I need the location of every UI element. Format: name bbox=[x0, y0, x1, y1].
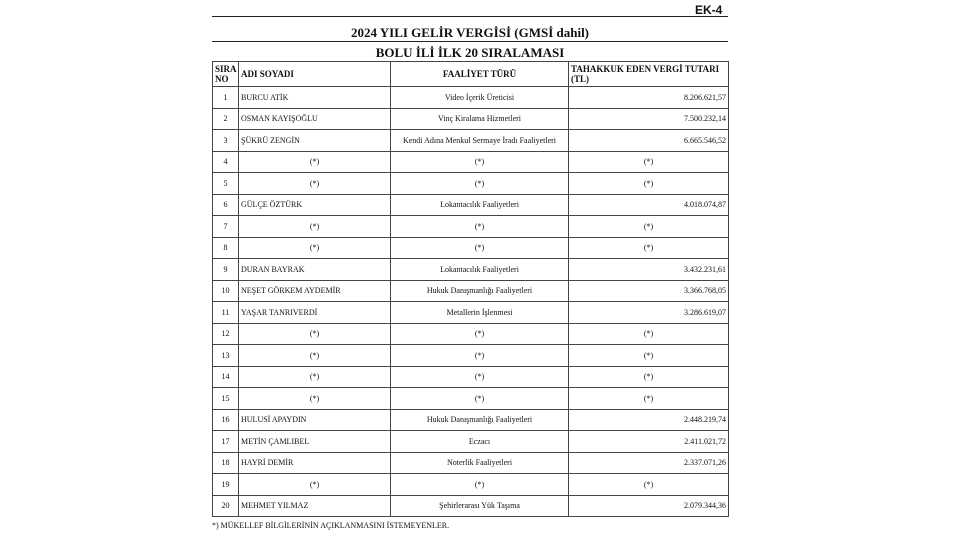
row-amount: (*) bbox=[569, 237, 729, 259]
row-amount: 3.366.768,05 bbox=[569, 280, 729, 302]
footnote: *) MÜKELLEF BİLGİLERİNİN AÇIKLANMASINI İSTEMEYENLER. bbox=[212, 521, 450, 530]
row-name: (*) bbox=[239, 173, 391, 195]
table-row bbox=[213, 173, 729, 195]
row-rank: 4 bbox=[213, 151, 239, 173]
row-activity: Şehirlerarası Yük Taşıma bbox=[391, 495, 569, 517]
row-amount: (*) bbox=[569, 474, 729, 496]
table-row bbox=[213, 366, 729, 388]
row-rank: 7 bbox=[213, 216, 239, 238]
row-amount: (*) bbox=[569, 366, 729, 388]
document-subtitle: BOLU İLİ İLK 20 SIRALAMASI bbox=[375, 45, 565, 60]
row-name: (*) bbox=[239, 216, 391, 238]
table-row bbox=[213, 130, 729, 152]
row-amount: 3.286.619,07 bbox=[569, 302, 729, 324]
row-name: GÜLÇE ÖZTÜRK bbox=[239, 194, 391, 216]
row-amount: 2.448.219,74 bbox=[569, 409, 729, 431]
row-rank: 3 bbox=[213, 130, 239, 152]
row-activity: (*) bbox=[391, 474, 569, 496]
row-rank: 14 bbox=[213, 366, 239, 388]
table-row bbox=[213, 452, 729, 474]
row-rank: 17 bbox=[213, 431, 239, 453]
row-name: NEŞET GÖRKEM AYDEMİR bbox=[239, 280, 391, 302]
row-name: OSMAN KAYIŞOĞLU bbox=[239, 108, 391, 130]
row-name: (*) bbox=[239, 366, 391, 388]
row-name: (*) bbox=[239, 388, 391, 410]
row-amount: 2.079.344,36 bbox=[569, 495, 729, 517]
header-rank: SIRA NO bbox=[213, 62, 239, 87]
row-rank: 8 bbox=[213, 237, 239, 259]
row-amount: 6.665.546,52 bbox=[569, 130, 729, 152]
table-row bbox=[213, 495, 729, 517]
row-activity: (*) bbox=[391, 216, 569, 238]
row-activity: (*) bbox=[391, 237, 569, 259]
row-activity: Hukuk Danışmanlığı Faaliyetleri bbox=[391, 409, 569, 431]
row-amount: 2.337.071,26 bbox=[569, 452, 729, 474]
row-amount: (*) bbox=[569, 345, 729, 367]
row-name: (*) bbox=[239, 345, 391, 367]
row-rank: 11 bbox=[213, 302, 239, 324]
row-rank: 5 bbox=[213, 173, 239, 195]
row-activity: (*) bbox=[391, 151, 569, 173]
table-row bbox=[213, 302, 729, 324]
row-rank: 15 bbox=[213, 388, 239, 410]
row-activity: Video İçerik Üreticisi bbox=[391, 87, 569, 109]
row-rank: 19 bbox=[213, 474, 239, 496]
row-activity: (*) bbox=[391, 323, 569, 345]
table-row bbox=[213, 323, 729, 345]
title-divider bbox=[212, 41, 728, 42]
header-name: ADI SOYADI bbox=[239, 62, 391, 87]
row-name: ŞÜKRÜ ZENGİN bbox=[239, 130, 391, 152]
row-name: HULUSİ APAYDIN bbox=[239, 409, 391, 431]
table-row bbox=[213, 237, 729, 259]
row-amount: 3.432.231,61 bbox=[569, 259, 729, 281]
row-name: (*) bbox=[239, 474, 391, 496]
table-row bbox=[213, 151, 729, 173]
row-amount: (*) bbox=[569, 388, 729, 410]
row-name: (*) bbox=[239, 323, 391, 345]
row-amount: 8.206.621,57 bbox=[569, 87, 729, 109]
row-amount: (*) bbox=[569, 323, 729, 345]
row-amount: 2.411.021,72 bbox=[569, 431, 729, 453]
row-activity: Kendi Adına Menkul Sermaye İradı Faaliyetleri bbox=[391, 130, 569, 152]
row-name: (*) bbox=[239, 151, 391, 173]
table-row bbox=[213, 216, 729, 238]
row-amount: 7.500.232,14 bbox=[569, 108, 729, 130]
top-rule bbox=[212, 16, 728, 17]
table-header-row bbox=[213, 62, 729, 87]
table-row bbox=[213, 280, 729, 302]
row-rank: 9 bbox=[213, 259, 239, 281]
row-amount: (*) bbox=[569, 216, 729, 238]
row-name: METİN ÇAMLIBEL bbox=[239, 431, 391, 453]
table-row bbox=[213, 345, 729, 367]
header-activity: FAALİYET TÜRÜ bbox=[391, 62, 569, 87]
row-activity: (*) bbox=[391, 173, 569, 195]
row-name: MEHMET YILMAZ bbox=[239, 495, 391, 517]
row-rank: 12 bbox=[213, 323, 239, 345]
row-name: BURCU ATİK bbox=[239, 87, 391, 109]
table-row bbox=[213, 87, 729, 109]
table-row bbox=[213, 108, 729, 130]
row-name: DURAN BAYRAK bbox=[239, 259, 391, 281]
row-activity: Vinç Kiralama Hizmetleri bbox=[391, 108, 569, 130]
header-amount: TAHAKKUK EDEN VERGİ TUTARI (TL) bbox=[569, 62, 729, 87]
table-row bbox=[213, 259, 729, 281]
table-row bbox=[213, 431, 729, 453]
row-activity: Metallerin İşlenmesi bbox=[391, 302, 569, 324]
document-title: 2024 YILI GELİR VERGİSİ (GMSİ dahil) bbox=[350, 25, 590, 40]
row-activity: Lokantacılık Faaliyetleri bbox=[391, 194, 569, 216]
row-name: (*) bbox=[239, 237, 391, 259]
row-activity: (*) bbox=[391, 388, 569, 410]
row-rank: 18 bbox=[213, 452, 239, 474]
row-rank: 1 bbox=[213, 87, 239, 109]
row-rank: 2 bbox=[213, 108, 239, 130]
ranking-table bbox=[212, 61, 729, 517]
table-row bbox=[213, 388, 729, 410]
row-activity: Hukuk Danışmanlığı Faaliyetleri bbox=[391, 280, 569, 302]
row-rank: 20 bbox=[213, 495, 239, 517]
row-activity: Eczacı bbox=[391, 431, 569, 453]
row-amount: (*) bbox=[569, 151, 729, 173]
row-rank: 10 bbox=[213, 280, 239, 302]
row-rank: 13 bbox=[213, 345, 239, 367]
row-rank: 16 bbox=[213, 409, 239, 431]
row-activity: Noterlik Faaliyetleri bbox=[391, 452, 569, 474]
table-row bbox=[213, 194, 729, 216]
table-row bbox=[213, 474, 729, 496]
row-activity: (*) bbox=[391, 345, 569, 367]
annex-badge: EK-4 bbox=[695, 3, 723, 17]
row-rank: 6 bbox=[213, 194, 239, 216]
row-activity: (*) bbox=[391, 366, 569, 388]
row-activity: Lokantacılık Faaliyetleri bbox=[391, 259, 569, 281]
table-row bbox=[213, 409, 729, 431]
row-amount: (*) bbox=[569, 173, 729, 195]
row-name: YAŞAR TANRIVERDİ bbox=[239, 302, 391, 324]
row-name: HAYRİ DEMİR bbox=[239, 452, 391, 474]
row-amount: 4.018.074,87 bbox=[569, 194, 729, 216]
